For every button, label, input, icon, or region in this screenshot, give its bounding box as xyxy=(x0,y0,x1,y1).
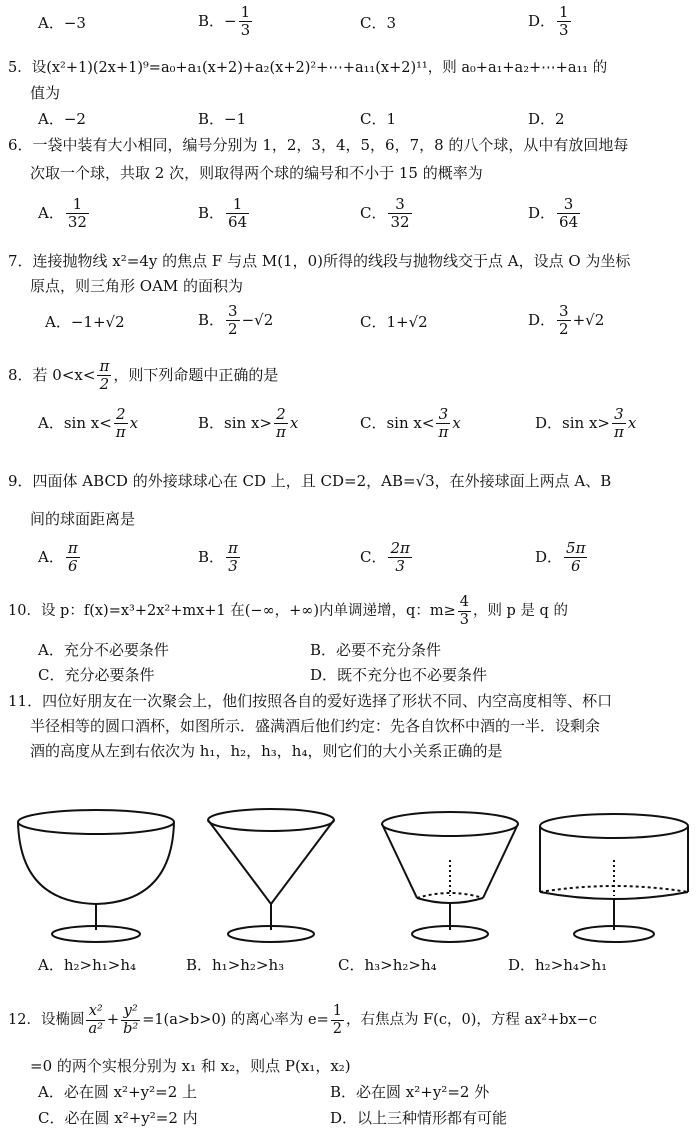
q11-option-c: C．h₃>h₂>h₄ xyxy=(338,956,437,974)
q10-option-b: B．必要不充分条件 xyxy=(310,641,442,659)
q6-option-a: A． $\frac{1}{32}$ xyxy=(38,195,87,232)
q10-stem: 10．设 p：f(x)=x³+2x²+mx+1 在(−∞，+∞)内单调递增，q：m≥ $\frac{4}{3}$ ，则 p 是 q 的 xyxy=(8,594,568,628)
q12-option-b: B．必在圆 x²+y²=2 外 xyxy=(330,1083,490,1101)
q9-option-c: C． $\frac{2\pi}{3}$ xyxy=(360,539,410,576)
q10-option-c: C．充分必要条件 xyxy=(38,666,155,684)
q4-option-a: A．−3 xyxy=(38,14,86,32)
q12-stem-line2: =0 的两个实根分别为 x₁ 和 x₂，则点 P(x₁，x₂) xyxy=(30,1057,351,1075)
q7-option-d: D． $\frac{3}{2}$ +√2 xyxy=(528,302,605,339)
q9-option-a: A． $\frac{\pi}{6}$ xyxy=(38,539,78,576)
q5-option-b: B．−1 xyxy=(198,110,247,128)
q12-option-c: C．必在圆 x²+y²=2 内 xyxy=(38,1109,198,1127)
wine-glass-hemispherical xyxy=(18,810,174,942)
q4-option-d: D． $\frac{1}{3}$ xyxy=(528,3,569,40)
wine-glass-conical xyxy=(208,809,334,942)
wine-glass-frustum xyxy=(382,812,518,942)
q5-stem-line2: 值为 xyxy=(30,84,61,102)
q8-option-b: B．sin x> $\frac{2}{\pi}$ x xyxy=(198,405,299,442)
q5-option-d: D．2 xyxy=(528,110,565,128)
q7-option-c: C．1+√2 xyxy=(360,313,428,331)
q8-option-c: C．sin x< $\frac{3}{\pi}$ x xyxy=(360,405,461,442)
q11-stem-line3: 酒的高度从左到右依次为 h₁，h₂，h₃，h₄，则它们的大小关系正确的是 xyxy=(30,742,503,760)
q10-option-a: A．充分不必要条件 xyxy=(38,641,169,659)
q9-option-b: B． $\frac{\pi}{3}$ xyxy=(198,539,238,576)
q11-wine-glasses-figure xyxy=(0,800,700,948)
q9-stem-line1: 9．四面体 ABCD 的外接球球心在 CD 上，且 CD=2，AB=√3，在外接球面上两点 A、B xyxy=(8,472,612,490)
q8-stem: 8．若 0<x< $\frac{\pi}{2}$ ，则下列命题中正确的是 xyxy=(8,357,279,394)
q4-option-b: B．− $\frac{1}{3}$ xyxy=(198,3,251,40)
q5-stem-line1: 5．设(x²+1)(2x+1)⁹=a₀+a₁(x+2)+a₂(x+2)²+⋯+a₁₁(x+2)¹¹，则 a₀+a₁+a₂+⋯+a₁₁ 的 xyxy=(8,60,608,76)
q4-option-c: C．3 xyxy=(360,14,397,32)
q7-option-a: A．−1+√2 xyxy=(45,313,125,331)
q6-stem-line2: 次取一个球，共取 2 次，则取得两个球的编号和不小于 15 的概率为 xyxy=(30,164,483,182)
q7-stem-line1: 7．连接抛物线 x²=4y 的焦点 F 与点 M(1，0)所得的线段与抛物线交于点 A，设点 O 为坐标 xyxy=(8,252,631,270)
q6-option-c: C． $\frac{3}{32}$ xyxy=(360,195,410,232)
q6-stem-line1: 6．一袋中装有大小相同，编号分别为 1，2，3，4，5，6，7，8 的八个球，从中有放回地每 xyxy=(8,136,629,154)
q8-option-a: A．sin x< $\frac{2}{\pi}$ x xyxy=(38,405,139,442)
q11-option-b: B．h₁>h₂>h₃ xyxy=(186,956,285,974)
q11-stem-line2: 半径相等的圆口酒杯，如图所示．盛满酒后他们约定：先各自饮杯中酒的一半．设剩余 xyxy=(30,717,601,735)
q9-stem-line2: 间的球面距离是 xyxy=(30,510,136,528)
wine-glass-cylindrical xyxy=(540,814,688,942)
q12-stem-line1: 12．设椭圆 $\frac{\text{x²}}{\text{a²}}$ + $\frac{\text{y²}}{\text{b²}}$ =1(a>b>0) 的离心率为 e= $\frac{1}{2}$ ，右焦点为 F(c，0)，方程 ax²+bx−c xyxy=(8,1003,597,1037)
q12-option-d: D．以上三种情形都有可能 xyxy=(330,1109,508,1127)
q5-option-a: A．−2 xyxy=(38,110,86,128)
q5-option-c: C．1 xyxy=(360,110,397,128)
q6-option-d: D． $\frac{3}{64}$ xyxy=(528,195,579,232)
q6-option-b: B． $\frac{1}{64}$ xyxy=(198,195,248,232)
q11-stem-line1: 11．四位好朋友在一次聚会上，他们按照各自的爱好选择了形状不同、内空高度相等、杯口 xyxy=(8,692,613,710)
q7-option-b: B． $\frac{3}{2}$ −√2 xyxy=(198,302,274,339)
q10-option-d: D．既不充分也不必要条件 xyxy=(310,666,488,684)
q11-option-a: A．h₂>h₁>h₄ xyxy=(38,956,136,974)
q11-option-d: D．h₂>h₄>h₁ xyxy=(508,956,608,974)
q7-stem-line2: 原点，则三角形 OAM 的面积为 xyxy=(30,277,244,295)
q12-option-a: A．必在圆 x²+y²=2 上 xyxy=(38,1083,198,1101)
q8-option-d: D．sin x> $\frac{3}{\pi}$ x xyxy=(535,405,637,442)
q9-option-d: D． $\frac{5\pi}{6}$ xyxy=(535,539,586,576)
